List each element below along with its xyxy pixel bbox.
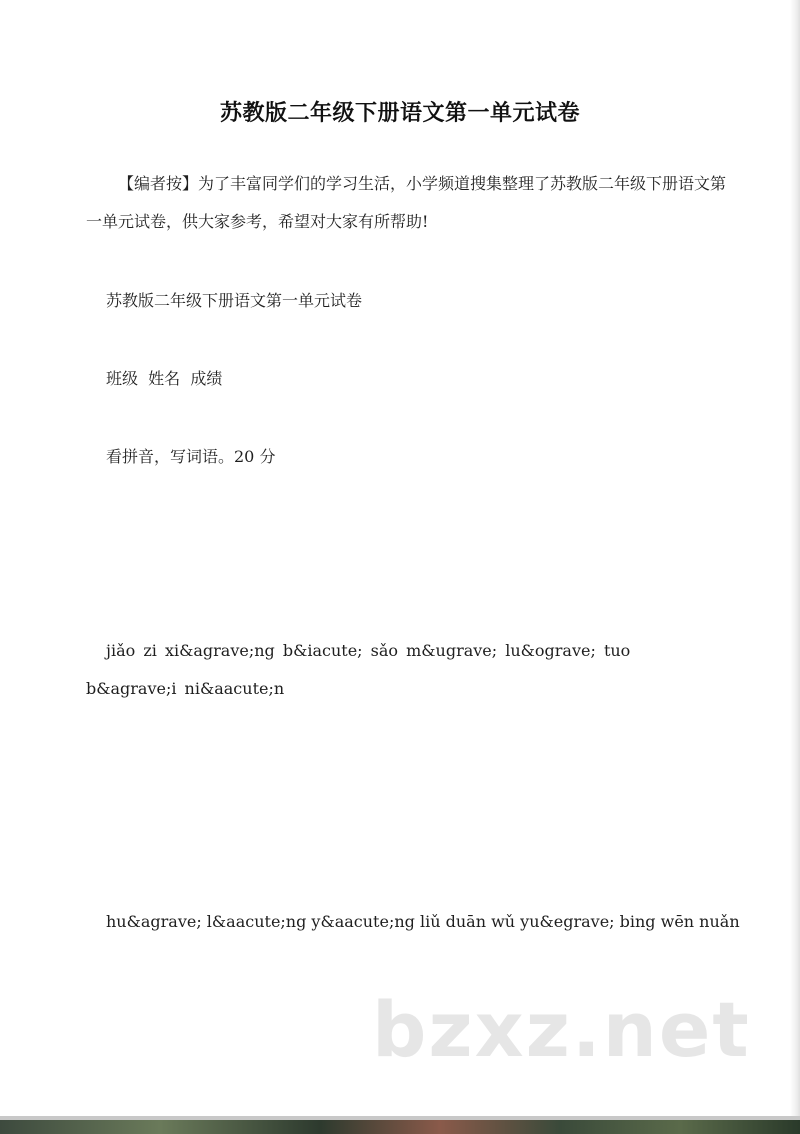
bottom-image-strip [0,1120,800,1134]
pinyin-row-2: hu&agrave; l&aacute;ng y&aacute;ng liǔ duān wǔ yu&egrave; bing wēn nuǎn [106,912,740,931]
student-info-line: 班级 姓名 成绩 [106,369,223,388]
watermark-logo: bzxz.net [372,985,751,1074]
question-instruction: 看拼音，写词语。20 分 [106,447,276,466]
document-title: 苏教版二年级下册语文第一单元试卷 [219,101,580,126]
exam-subtitle: 苏教版二年级下册语文第一单元试卷 [106,291,363,310]
page-edge-shadow [790,0,800,1120]
pinyin-row-1: jiǎo zi xi&agrave;ng b&iacute; sǎo m&ugrave; lu&ograve; tuo b&agrave;i ni&aacute;n [86,641,631,698]
editor-note-paragraph: 【编者按】为了丰富同学们的学习生活，小学频道搜集整理了苏教版二年级下册语文第一单元试卷，供大家参考，希望对大家有所帮助! [86,174,727,231]
